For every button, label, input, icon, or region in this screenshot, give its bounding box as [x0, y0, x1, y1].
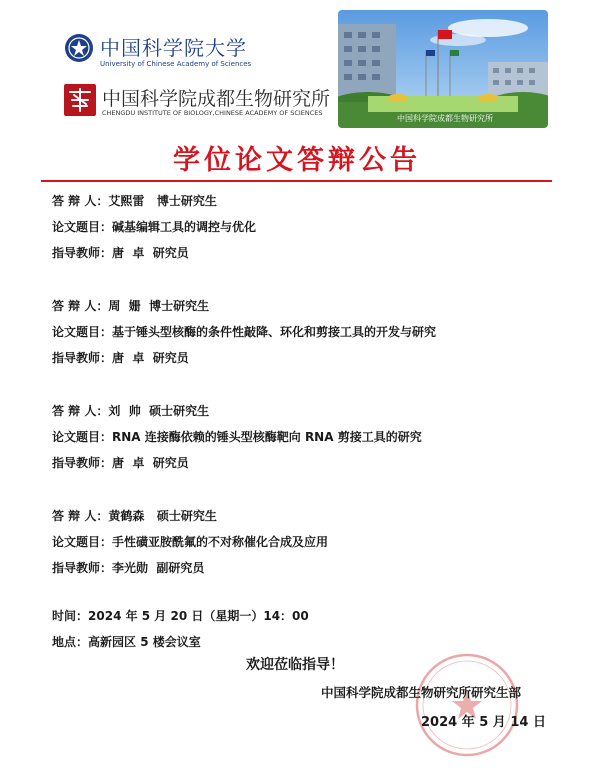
- advisor-label: 指导教师：: [52, 561, 113, 575]
- institute-name-en: CHENGDU INSTITUTE OF BIOLOGY,CHINESE ACADEMY OF SCIENCES: [102, 109, 323, 117]
- advisor-value: 唐 卓 研究员: [112, 246, 189, 260]
- thesis-label: 论文题目：: [52, 430, 113, 444]
- time-line: [52, 603, 309, 629]
- header: [0, 0, 594, 140]
- candidate-value: 黄鹤森 硕士研究生: [108, 509, 217, 523]
- photo-caption: 中国科学院成都生物研究所: [397, 114, 493, 123]
- page-title: 学位论文答辩公告: [173, 145, 421, 176]
- official-seal-icon: [412, 650, 522, 760]
- defense-entry: [52, 293, 552, 371]
- thesis-line: [52, 319, 552, 345]
- candidate-label: 答 辩 人：: [52, 299, 109, 313]
- defense-entry: [52, 188, 552, 266]
- candidate-value: 周 姗 博士研究生: [108, 299, 210, 313]
- candidate-line: [52, 188, 552, 214]
- defense-entry: [52, 398, 552, 476]
- defense-entry: [52, 503, 552, 581]
- place-label: 地点：: [52, 635, 89, 649]
- entries-list: [52, 188, 552, 608]
- issue-date: 2024 年 5 月 14 日: [421, 715, 546, 730]
- time-label: 时间：: [52, 609, 89, 623]
- ucas-logo-icon: [64, 33, 94, 63]
- thesis-value: RNA 连接酶依赖的锤头型核酶靶向 RNA 剪接工具的研究: [112, 430, 422, 444]
- place-line: [52, 629, 309, 655]
- candidate-value: 艾熙雷 博士研究生: [108, 194, 217, 208]
- title-divider: [41, 180, 552, 182]
- thesis-label: 论文题目：: [52, 325, 113, 339]
- place-value: 高新园区 5 楼会议室: [88, 635, 201, 649]
- campus-photo: [338, 10, 548, 128]
- thesis-value: 碱基编辑工具的调控与优化: [112, 220, 257, 234]
- candidate-line: [52, 398, 552, 424]
- time-value: 2024 年 5 月 20 日（星期一）14：00: [88, 609, 309, 623]
- advisor-line: [52, 450, 552, 476]
- thesis-line: [52, 424, 552, 450]
- advisor-value: 李光勋 副研究员: [112, 561, 205, 575]
- thesis-line: [52, 214, 552, 240]
- candidate-value: 刘 帅 硕士研究生: [108, 404, 210, 418]
- institute-logo-icon: [64, 84, 96, 116]
- advisor-label: 指导教师：: [52, 351, 113, 365]
- advisor-line: [52, 345, 552, 371]
- ucas-name-en: University of Chinese Academy of Sciences: [100, 60, 252, 68]
- thesis-label: 论文题目：: [52, 535, 113, 549]
- organizer-name: 中国科学院成都生物研究所研究生部: [321, 685, 522, 700]
- advisor-value: 唐 卓 研究员: [112, 456, 189, 470]
- ucas-name-cn: 中国科学院大学: [100, 36, 247, 60]
- candidate-label: 答 辩 人：: [52, 194, 109, 208]
- thesis-value: 基于锤头型核酶的条件性敲降、环化和剪接工具的开发与研究: [112, 325, 437, 339]
- institute-name-cn: 中国科学院成都生物研究所: [102, 88, 331, 110]
- candidate-label: 答 辩 人：: [52, 404, 109, 418]
- thesis-value: 手性磺亚胺酰氟的不对称催化合成及应用: [112, 535, 329, 549]
- advisor-label: 指导教师：: [52, 456, 113, 470]
- candidate-label: 答 辩 人：: [52, 509, 109, 523]
- candidate-line: [52, 503, 552, 529]
- candidate-line: [52, 293, 552, 319]
- event-info: [52, 603, 309, 655]
- advisor-line: [52, 240, 552, 266]
- thesis-line: [52, 529, 552, 555]
- welcome-message: 欢迎莅临指导！: [246, 657, 344, 673]
- advisor-line: [52, 555, 552, 581]
- advisor-label: 指导教师：: [52, 246, 113, 260]
- thesis-label: 论文题目：: [52, 220, 113, 234]
- advisor-value: 唐 卓 研究员: [112, 351, 189, 365]
